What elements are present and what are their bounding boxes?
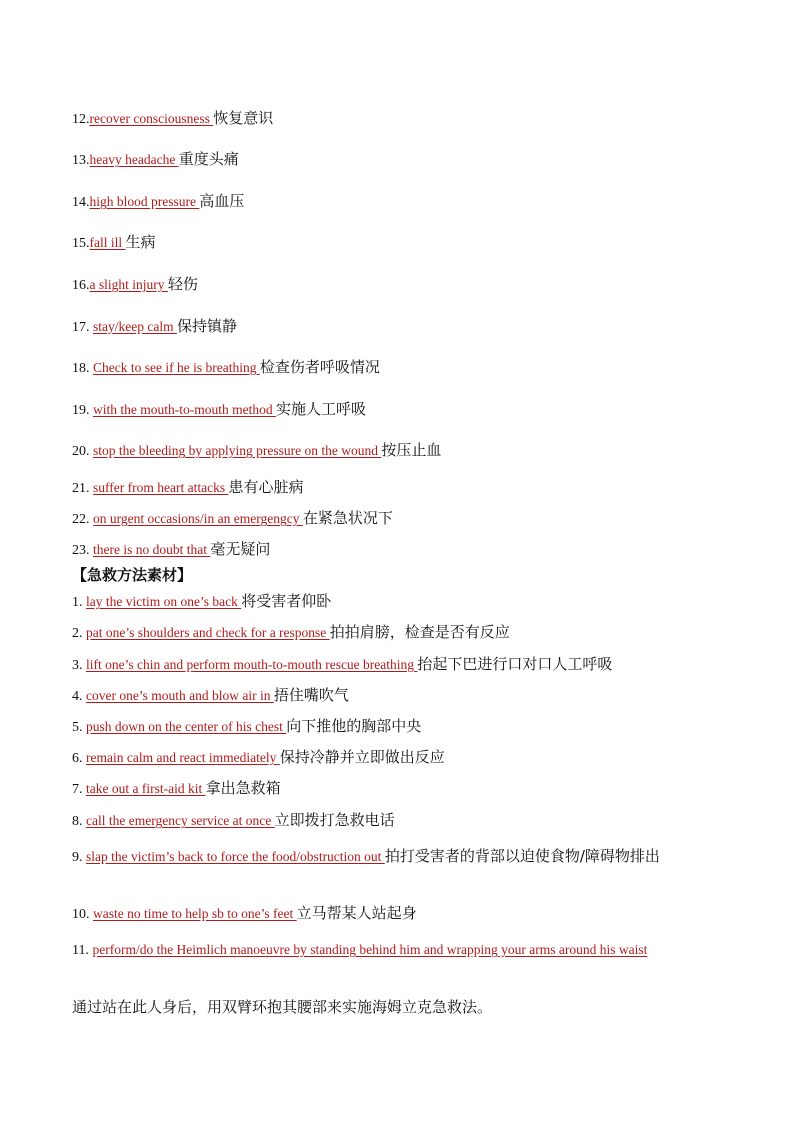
english-phrase: with the mouth-to-mouth method: [93, 402, 276, 417]
chinese-meaning: 患有心脏病: [228, 478, 304, 496]
item-number: 21.: [72, 481, 93, 496]
english-phrase: waste no time to help sb to one’s feet: [93, 906, 297, 921]
item-number: 16.: [72, 278, 90, 293]
vocab-item-22: [72, 508, 732, 530]
english-phrase: call the emergency service at once: [86, 813, 275, 828]
method-item-5: [72, 716, 732, 738]
vocab-item-12: [72, 108, 732, 130]
english-phrase: pat one’s shoulders and check for a response: [86, 625, 330, 640]
english-phrase: suffer from heart attacks: [93, 480, 229, 495]
vocab-item-16: [72, 274, 732, 296]
chinese-meaning: 捂住嘴吹气: [273, 686, 349, 704]
item-number: 23.: [72, 543, 93, 558]
chinese-meaning: 将受害者仰卧: [241, 592, 332, 610]
item-number: 1.: [72, 595, 86, 610]
english-phrase: lay the victim on one’s back: [86, 594, 242, 609]
item-number: 19.: [72, 403, 93, 418]
english-phrase: cover one’s mouth and blow air in: [86, 688, 274, 703]
item-number: 8.: [72, 814, 86, 829]
item-number: 7.: [72, 782, 86, 797]
vocab-item-21: [72, 477, 732, 499]
item-number: 11.: [72, 943, 93, 958]
english-phrase: perform/do the Heimlich manoeuvre by standing behind him and wrapping your arms around his waist: [92, 942, 648, 957]
english-phrase: fall ill: [89, 235, 126, 250]
chinese-meaning: 实施人工呼吸: [275, 400, 366, 418]
english-phrase: stay/keep calm: [93, 319, 177, 334]
english-phrase: remain calm and react immediately: [86, 750, 280, 765]
chinese-meaning: 重度头痛: [178, 150, 239, 168]
item-number: 17.: [72, 320, 93, 335]
vocab-item-14: [72, 191, 732, 213]
chinese-meaning: 在紧急状况下: [302, 509, 393, 527]
vocab-item-18: [72, 357, 732, 379]
method-item-3: [72, 654, 732, 676]
chinese-meaning: 生病: [125, 233, 156, 251]
chinese-meaning: 轻伤: [167, 275, 198, 293]
section-heading: 【急救方法素材】: [72, 566, 193, 584]
method-item-11: [72, 934, 732, 966]
item-number: 15.: [72, 236, 90, 251]
item-number: 5.: [72, 720, 86, 735]
chinese-meaning: 拍打受害者的背部以迫使食物/障碍物排出: [384, 847, 660, 865]
chinese-meaning: 毫无疑问: [210, 540, 271, 558]
chinese-meaning: 恢复意识: [213, 109, 274, 127]
vocab-item-13: [72, 149, 732, 171]
method-item-8: [72, 810, 732, 832]
english-phrase: push down on the center of his chest: [86, 719, 287, 734]
english-phrase: there is no doubt that: [93, 542, 211, 557]
english-phrase: take out a first-aid kit: [86, 781, 206, 796]
english-phrase: lift one’s chin and perform mouth-to-mouth rescue breathing: [86, 657, 418, 672]
chinese-meaning: 高血压: [199, 192, 245, 210]
item-number: 3.: [72, 658, 86, 673]
english-phrase: Check to see if he is breathing: [93, 360, 260, 375]
chinese-meaning: 立马帮某人站起身: [296, 904, 417, 922]
vocab-item-20: [72, 440, 732, 462]
english-phrase: stop the bleeding by applying pressure on the wound: [93, 443, 382, 458]
method-item-10: [72, 903, 732, 925]
item-number: 18.: [72, 361, 93, 376]
vocab-item-17: [72, 316, 732, 338]
item-number: 4.: [72, 689, 86, 704]
method-item-2: [72, 622, 732, 644]
chinese-meaning: 保持冷静并立即做出反应: [279, 748, 445, 766]
english-phrase: slap the victim’s back to force the food/obstruction out: [86, 849, 385, 864]
item-number: 6.: [72, 751, 86, 766]
chinese-meaning: 保持镇静: [176, 317, 237, 335]
item-number: 10.: [72, 907, 93, 922]
method-item-9: [72, 841, 732, 873]
method-item-1: [72, 591, 732, 613]
method-item-4: [72, 685, 732, 707]
item-number: 12.: [72, 112, 90, 127]
method-item-6: [72, 747, 732, 769]
method-item-11-translation: [72, 997, 732, 1017]
chinese-meaning: 按压止血: [381, 441, 442, 459]
chinese-meaning: 检查伤者呼吸情况: [259, 358, 380, 376]
chinese-meaning: 立即拨打急救电话: [274, 811, 395, 829]
item-number: 22.: [72, 512, 93, 527]
english-phrase: a slight injury: [89, 277, 168, 292]
english-phrase: recover consciousness: [89, 111, 214, 126]
english-phrase: on urgent occasions/in an emergengcy: [93, 511, 303, 526]
chinese-meaning: 向下推他的胸部中央: [286, 717, 422, 735]
vocab-item-23: [72, 539, 732, 561]
method-item-7: [72, 778, 732, 800]
english-phrase: heavy headache: [89, 152, 179, 167]
vocab-item-19: [72, 399, 732, 421]
chinese-meaning: 拍拍肩膀，检查是否有反应: [329, 623, 510, 641]
chinese-meaning: 拿出急救箱: [205, 779, 281, 797]
chinese-meaning: 抬起下巴进行口对口人工呼吸: [417, 655, 613, 673]
item-number: 20.: [72, 444, 93, 459]
item-number: 14.: [72, 195, 90, 210]
item-number: 13.: [72, 153, 90, 168]
vocab-item-15: [72, 232, 732, 254]
item-number: 2.: [72, 626, 86, 641]
item-number: 9.: [72, 850, 86, 865]
english-phrase: high blood pressure: [89, 194, 200, 209]
chinese-meaning: 通过站在此人身后，用双臂环抱其腰部来实施海姆立克急救法。: [72, 998, 493, 1016]
